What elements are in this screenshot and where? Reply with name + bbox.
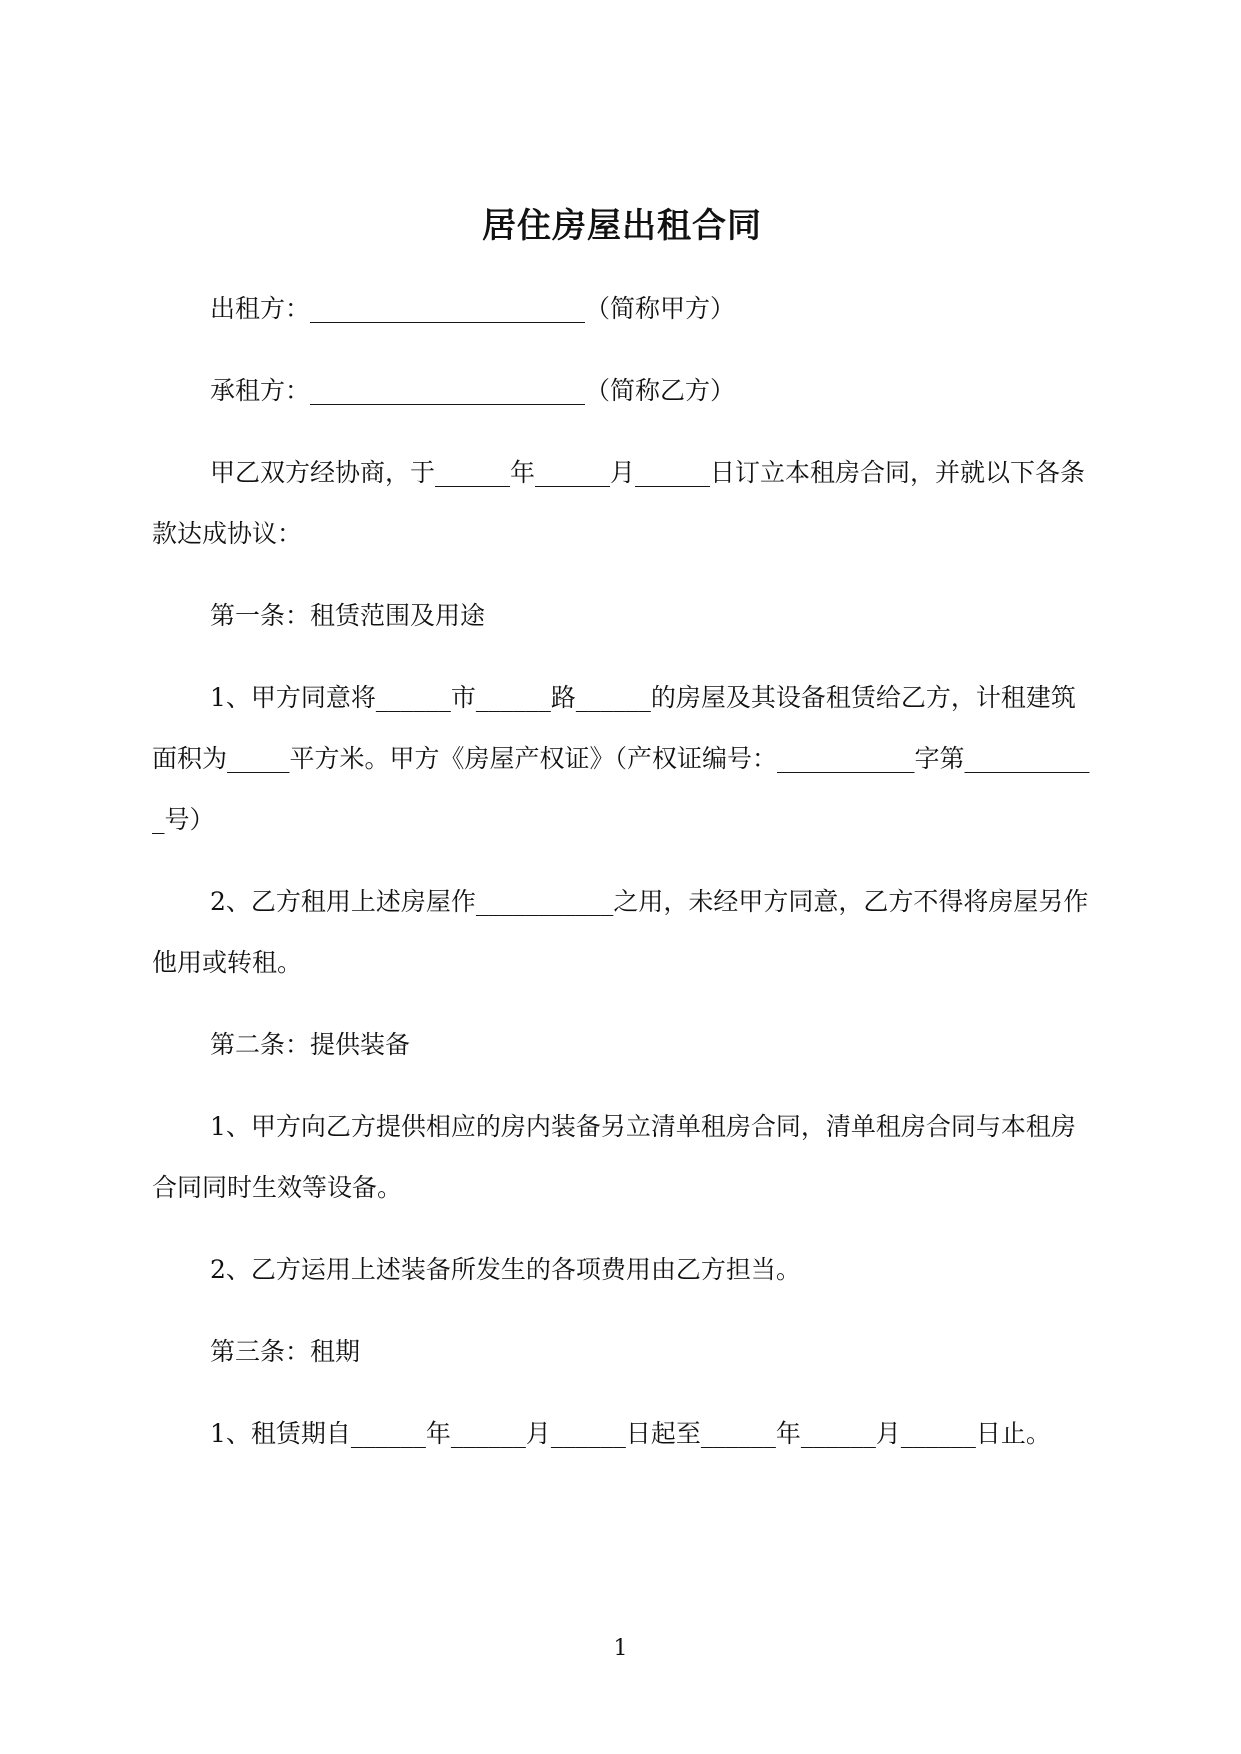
article-2-heading: 第二条：提供装备 (210, 1030, 411, 1059)
lessor-line: 出租方：______________________（简称甲方） (210, 294, 736, 323)
article-3-clause-1: 1、租赁期自______年______月______日起至______年______月______日止。 (210, 1419, 1051, 1448)
article-1-heading: 第一条：租赁范围及用途 (210, 601, 486, 630)
agreement-intro: 甲乙双方经协商，于______年______月______日订立本租房合同，并就以下各条款达成协议： (152, 458, 1086, 548)
article-2-clause-1: 1、甲方向乙方提供相应的房内装备另立清单租房合同，清单租房合同与本租房合同同时生效等设备。 (152, 1112, 1076, 1202)
article-1-clause-1: 1、甲方同意将______市______路______的房屋及其设备租赁给乙方，计租建筑面积为_____平方米。甲方《房屋产权证》（产权证编号：___________字第___________号） (152, 683, 1090, 834)
article-3-heading: 第三条：租期 (210, 1337, 361, 1366)
title-spacing (152, 256, 1092, 278)
lessee-line: 承租方：______________________（简称乙方） (210, 376, 736, 405)
article-1-clause-2: 2、乙方租用上述房屋作___________之用，未经甲方同意，乙方不得将房屋另作他用或转租。 (152, 887, 1089, 977)
page-number: 1 (613, 1636, 628, 1661)
article-2-clause-2: 2、乙方运用上述装备所发生的各项费用由乙方担当。 (210, 1255, 801, 1284)
document-title: 居住房屋出租合同 (482, 206, 762, 246)
document-body (152, 196, 1092, 1485)
